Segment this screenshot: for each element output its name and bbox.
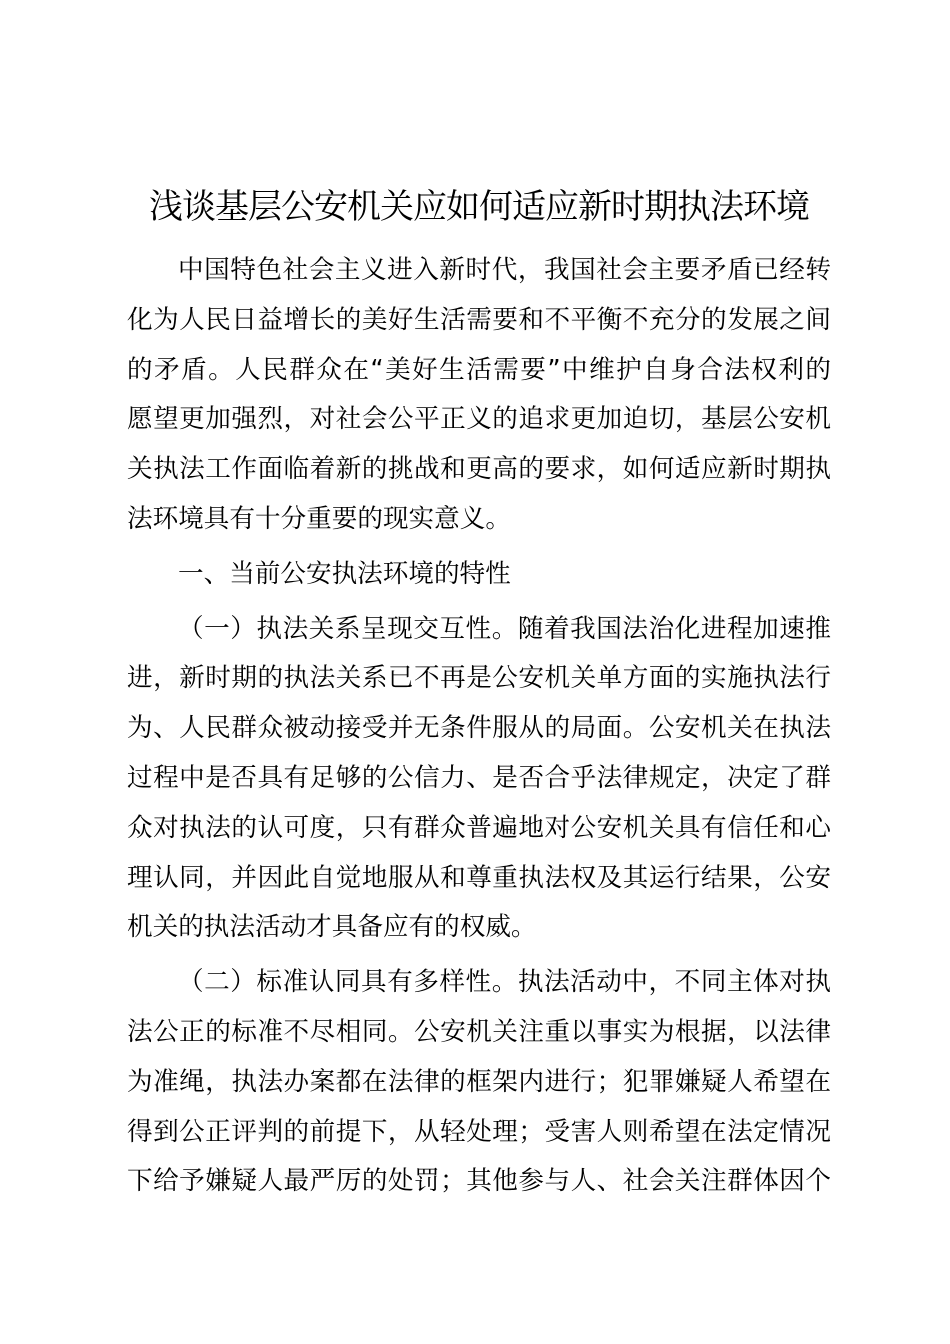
- text-line: 过程中是否具有足够的公信力、是否合乎法律规定，决定了群: [127, 762, 831, 793]
- section-heading: [127, 550, 831, 600]
- text-line: 得到公正评判的前提下，从轻处理；受害人则希望在法定情况: [127, 1116, 831, 1147]
- text-line: 为、人民群众被动接受并无条件服从的局面。公安机关在执法: [127, 713, 831, 744]
- text-line: 中国特色社会主义进入新时代，我国社会主要矛盾已经转: [178, 255, 831, 285]
- text-line: 法公正的标准不尽相同。公安机关注重以事实为根据，以法律: [127, 1016, 831, 1047]
- section-heading-text: 一、当前公安执法环境的特性: [178, 558, 511, 589]
- text-line: （二）标准认同具有多样性。执法活动中，不同主体对执: [178, 967, 831, 998]
- paragraph-point-two: [127, 958, 831, 1207]
- text-line: 法环境具有十分重要的现实意义。: [127, 503, 511, 534]
- text-line: 的矛盾。人民群众在“美好生活需要”中维护自身合法权利的: [127, 354, 831, 385]
- text-line: 为准绳，执法办案都在法律的框架内进行；犯罪嫌疑人希望在: [127, 1066, 831, 1097]
- text-line: 下给予嫌疑人最严厉的处罚；其他参与人、社会关注群体因个: [127, 1166, 831, 1197]
- text-line: 化为人民日益增长的美好生活需要和不平衡不充分的发展之间: [127, 304, 831, 335]
- text-line: （一）执法关系呈现交互性。随着我国法治化进程加速推: [178, 613, 831, 644]
- text-line: 机关的执法活动才具备应有的权威。: [127, 912, 537, 943]
- text-line: 众对执法的认可度，只有群众普遍地对公安机关具有信任和心: [127, 812, 831, 843]
- text-line: 关执法工作面临着新的挑战和更高的要求，如何适应新时期执: [127, 454, 831, 485]
- text-line: 进，新时期的执法关系已不再是公安机关单方面的实施执法行: [127, 663, 831, 694]
- text-line: 理认同，并因此自觉地服从和尊重执法权及其运行结果，公安: [127, 862, 831, 893]
- document-title: 浅谈基层公安机关应如何适应新时期执法环境: [149, 187, 809, 227]
- document-page: [127, 168, 831, 1207]
- document-body: [127, 246, 831, 1207]
- paragraph-point-one: [127, 605, 831, 954]
- paragraph-intro: [127, 246, 831, 545]
- text-line: 愿望更加强烈，对社会公平正义的追求更加迫切，基层公安机: [127, 404, 831, 435]
